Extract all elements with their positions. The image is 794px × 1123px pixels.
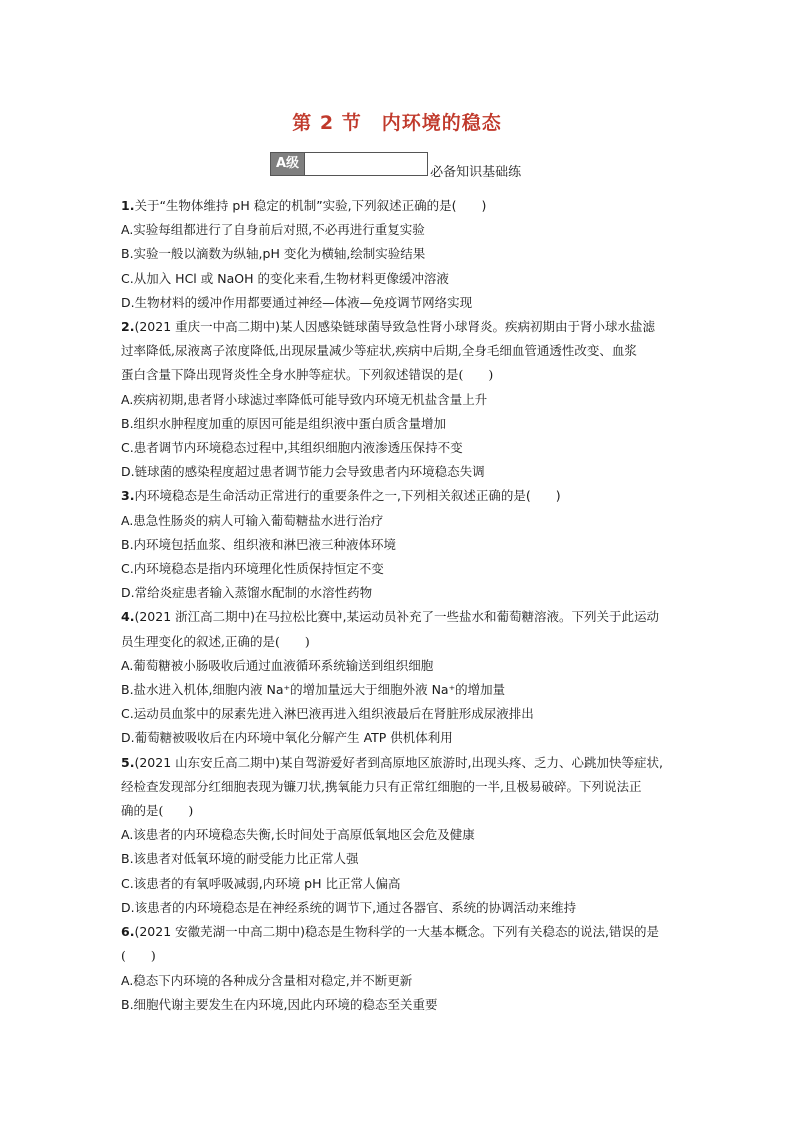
page-title: 第 2 节 内环境的稳态: [292, 112, 502, 134]
question-stem: [121, 315, 691, 339]
question-number: 6.: [121, 924, 135, 940]
question-number: 1.: [121, 198, 135, 213]
answer-option: D.常给炎症患者输入蒸馏水配制的水溶性药物: [121, 585, 373, 601]
answer-option: C.患者调节内环境稳态过程中,其组织细胞内液渗透压保持不变: [121, 440, 463, 456]
question-continuation: 过率降低,尿液离子浓度降低,出现尿量减少等症状,疾病中后期,全身毛细血管通透性改变、血浆: [121, 343, 637, 359]
question-text: (2021 山东安丘高二期中)某自驾游爱好者到高原地区旅游时,出现头疼、乏力、心跳加快等症状,: [134, 754, 663, 770]
question-text: (2021 浙江高二期中)在马拉松比赛中,某运动员补充了一些盐水和葡萄糖溶液。下列关于此运动: [134, 609, 659, 625]
level-label: 必备知识基础练: [430, 165, 522, 180]
question-stem: [121, 605, 691, 629]
question-number: 3.: [121, 488, 135, 504]
level-blank-box: [305, 152, 428, 176]
answer-option: B.该患者对低氧环境的耐受能力比正常人强: [121, 851, 359, 867]
question-list: [121, 194, 691, 1017]
answer-option: D.链球菌的感染程度超过患者调节能力会导致患者内环境稳态失调: [121, 464, 485, 480]
answer-option: A.该患者的内环境稳态失衡,长时间处于高原低氧地区会危及健康: [121, 827, 475, 843]
answer-option: D.该患者的内环境稳态是在神经系统的调节下,通过各器官、系统的协调活动来维持: [121, 899, 577, 915]
answer-option: A.实验每组都进行了自身前后对照,不必再进行重复实验: [121, 222, 425, 238]
question-number: 4.: [121, 609, 135, 625]
question-stem: [121, 194, 691, 218]
question-stem: [121, 920, 691, 944]
answer-option: A.患急性肠炎的病人可输入葡萄糖盐水进行治疗: [121, 512, 384, 528]
level-badge: A级: [270, 152, 305, 176]
question-stem: [121, 751, 691, 775]
question-text: 关于“生物体维持 pH 稳定的机制”实验,下列叙述正确的是( ): [134, 198, 487, 213]
question-text: (2021 安徽芜湖一中高二期中)稳态是生物科学的一大基本概念。下列有关稳态的说法,错误的是: [134, 924, 659, 940]
question-number: 5.: [121, 754, 135, 770]
question-continuation: ( ): [121, 948, 156, 964]
question-continuation: 蛋白含量下降出现肾炎性全身水肿等症状。下列叙述错误的是( ): [121, 367, 494, 383]
answer-option: B.实验一般以滴数为纵轴,pH 变化为横轴,绘制实验结果: [121, 246, 426, 262]
answer-option: C.该患者的有氧呼吸减弱,内环境 pH 比正常人偏高: [121, 875, 401, 891]
question-continuation: 确的是( ): [121, 803, 194, 819]
question-continuation: 员生理变化的叙述,正确的是( ): [121, 633, 310, 649]
answer-option: D.葡萄糖被吸收后在内环境中氧化分解产生 ATP 供机体利用: [121, 730, 453, 746]
level-header: [270, 152, 522, 180]
answer-option: C.运动员血浆中的尿素先进入淋巴液再进入组织液最后在肾脏形成尿液排出: [121, 706, 534, 722]
answer-option: B.内环境包括血浆、组织液和淋巴液三种液体环境: [121, 536, 397, 552]
answer-option: A.葡萄糖被小肠吸收后通过血液循环系统输送到组织细胞: [121, 657, 434, 673]
answer-option: B.盐水进入机体,细胞内液 Na⁺的增加量远大于细胞外液 Na⁺的增加量: [121, 682, 506, 698]
question-number: 2.: [121, 319, 135, 335]
answer-option: A.疾病初期,患者肾小球滤过率降低可能导致内环境无机盐含量上升: [121, 391, 488, 407]
question-text: (2021 重庆一中高二期中)某人因感染链球菌导致急性肾小球肾炎。疾病初期由于肾小球水盐滤: [134, 319, 655, 335]
answer-option: A.稳态下内环境的各种成分含量相对稳定,并不断更新: [121, 972, 413, 988]
answer-option: D.生物材料的缓冲作用都要通过神经—体液—免疫调节网络实现: [121, 294, 473, 310]
answer-option: B.细胞代谢主要发生在内环境,因此内环境的稳态至关重要: [121, 996, 438, 1012]
answer-option: C.从加入 HCl 或 NaOH 的变化来看,生物材料更像缓冲溶液: [121, 270, 449, 286]
answer-option: B.组织水肿程度加重的原因可能是组织液中蛋白质含量增加: [121, 415, 447, 431]
question-continuation: 经检查发现部分红细胞表现为镰刀状,携氧能力只有正常红细胞的一半,且极易破碎。下列说法正: [121, 778, 642, 794]
question-text: 内环境稳态是生命活动正常进行的重要条件之一,下列相关叙述正确的是( ): [134, 488, 561, 504]
answer-option: C.内环境稳态是指内环境理化性质保持恒定不变: [121, 561, 384, 577]
question-stem: [121, 484, 691, 508]
